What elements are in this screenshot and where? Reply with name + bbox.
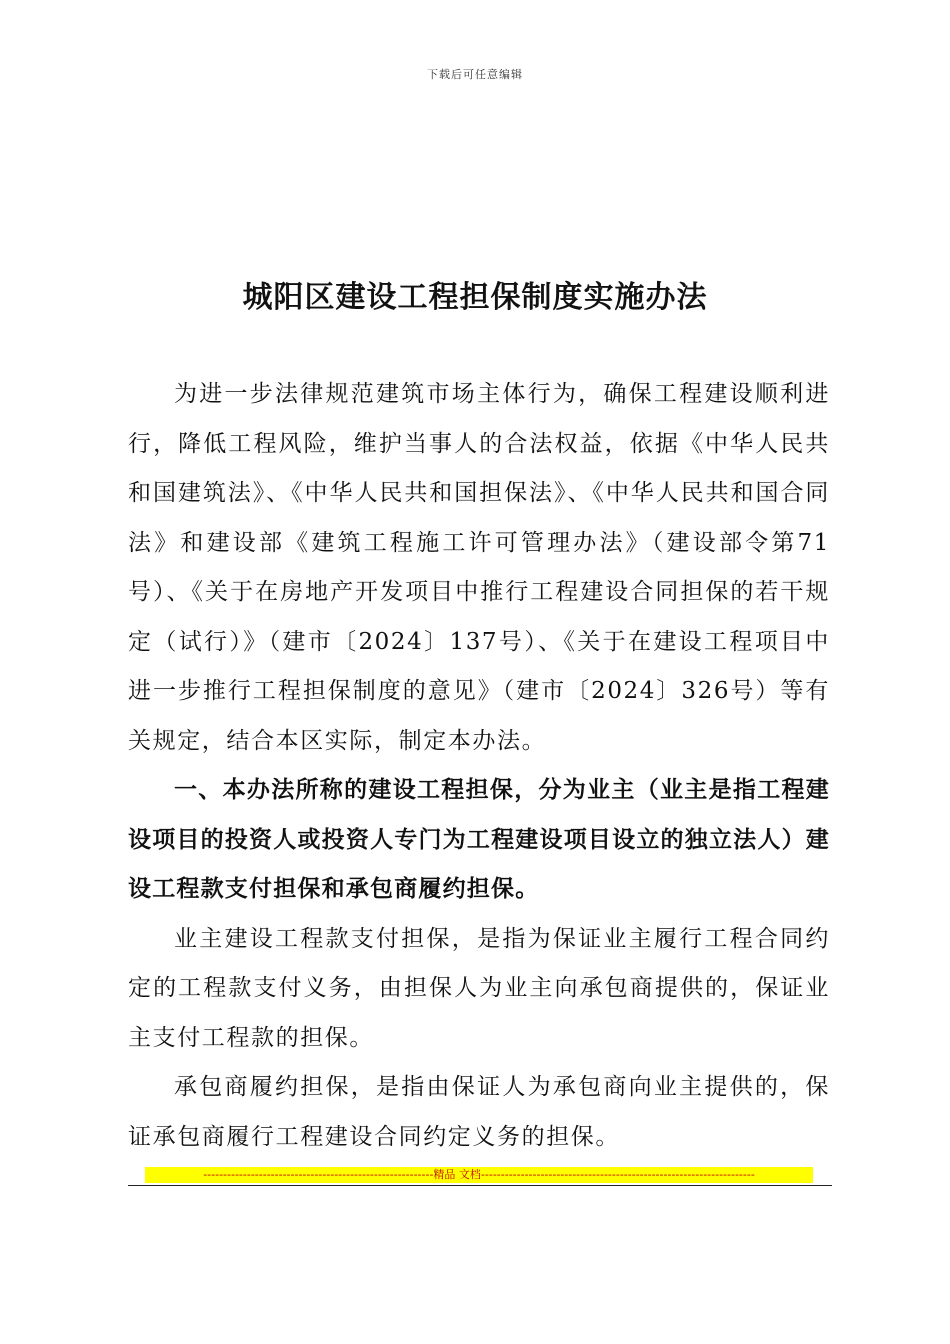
footer-banner: ----------------------------------------------------------精品 文档--------------------------------------------------------------------- [145, 1167, 813, 1183]
document-body [128, 370, 830, 1162]
footer-divider [128, 1185, 832, 1186]
document-title: 城阳区建设工程担保制度实施办法 [242, 280, 708, 315]
article-one-paragraph: 一、本办法所称的建设工程担保，分为业主（业主是指工程建设项目的投资人或投资人专门为工程建设项目设立的独立法人）建设工程款支付担保和承包商履约担保。 [128, 777, 830, 902]
payment-guarantee-paragraph: 业主建设工程款支付担保，是指为保证业主履行工程合同约定的工程款支付义务，由担保人为业主向承包商提供的，保证业主支付工程款的担保。 [128, 925, 830, 1051]
page-header-note: 下载后可任意编辑 [427, 68, 523, 81]
performance-guarantee-paragraph: 承包商履约担保，是指由保证人为承包商向业主提供的，保证承包商履行工程建设合同约定义务的担保。 [128, 1074, 830, 1150]
preamble-paragraph: 为进一步法律规范建筑市场主体行为，确保工程建设顺利进行，降低工程风险，维护当事人的合法权益，依据《中华人民共和国建筑法》、《中华人民共和国担保法》、《中华人民共和国合同法》和建设部《建筑工程施工许可管理办法》（建设部令第71号）、《关于在房地产开发项目中推行工程建设合同担保的若干规定（试行）》（建市〔2024〕137号）、《关于在建设工程项目中进一步推行工程担保制度的意见》（建市〔2024〕326号）等有关规定，结合本区实际，制定本办法。 [128, 381, 830, 754]
